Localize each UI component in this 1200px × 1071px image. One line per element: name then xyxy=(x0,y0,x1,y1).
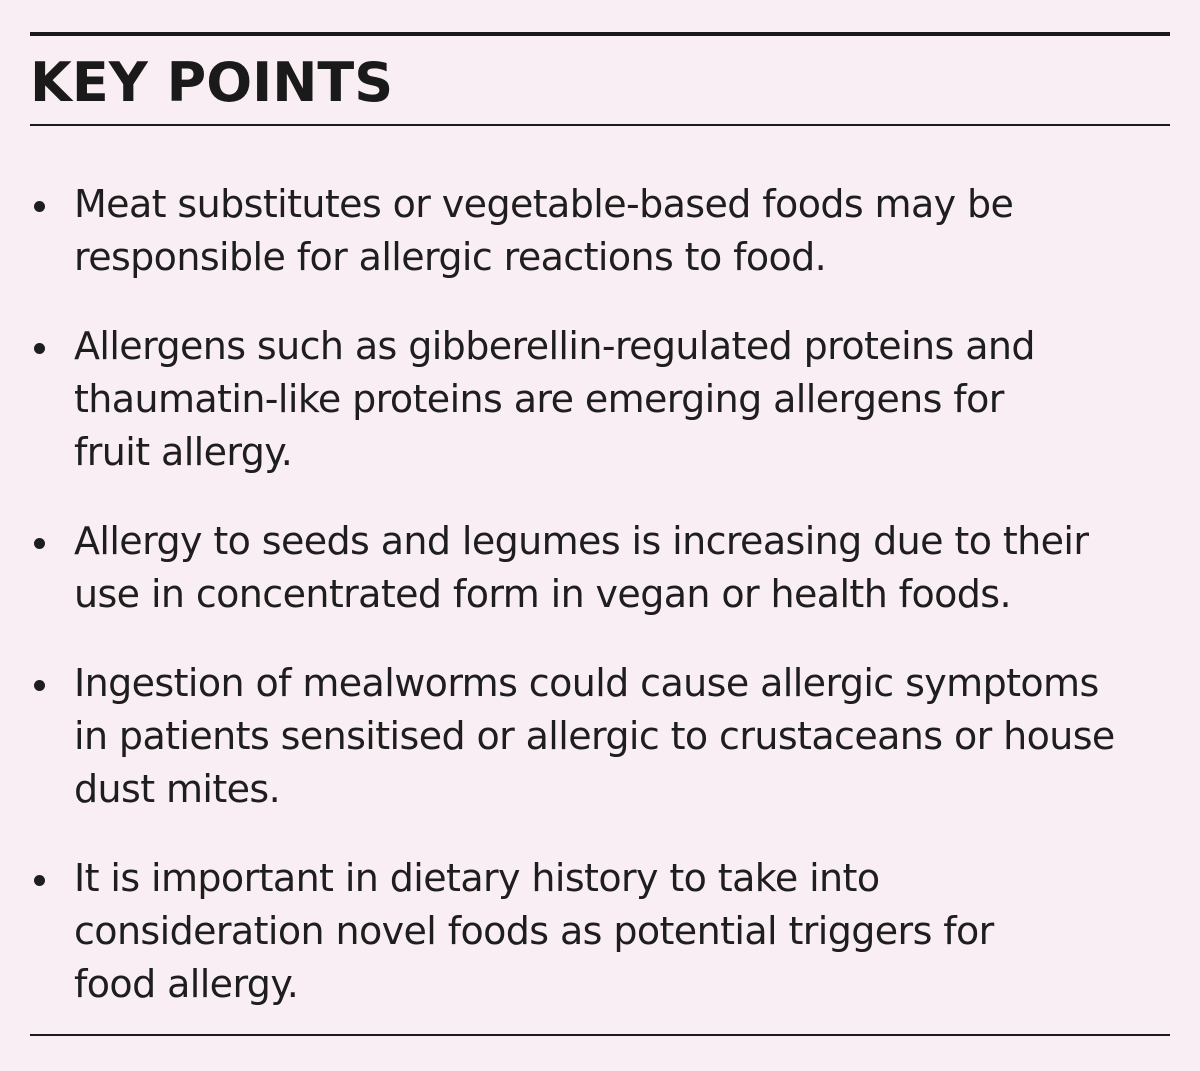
key-point-line: thaumatin-like proteins are emerging allergens for xyxy=(74,377,1004,421)
key-point-item xyxy=(30,178,1180,284)
key-point-line: dust mites. xyxy=(74,767,281,811)
key-point-line: use in concentrated form in vegan or health foods. xyxy=(74,572,1011,616)
key-point-item xyxy=(30,515,1180,621)
key-point-line: responsible for allergic reactions to food. xyxy=(74,235,827,279)
key-points-heading: KEY POINTS xyxy=(30,51,394,114)
bullet-icon xyxy=(34,538,45,549)
top-rule xyxy=(30,32,1170,36)
key-points-list xyxy=(30,178,1180,1047)
key-point-item xyxy=(30,852,1180,1011)
key-point-item xyxy=(30,657,1180,816)
bottom-rule xyxy=(30,1034,1170,1036)
bullet-icon xyxy=(34,875,45,886)
key-point-line: Allergy to seeds and legumes is increasing due to their xyxy=(74,519,1089,563)
key-point-line: food allergy. xyxy=(74,962,299,1006)
heading-rule xyxy=(30,124,1170,126)
key-point-line: Allergens such as gibberellin-regulated proteins and xyxy=(74,324,1035,368)
bullet-icon xyxy=(34,680,45,691)
key-point-line: It is important in dietary history to take into xyxy=(74,856,880,900)
key-point-line: fruit allergy. xyxy=(74,430,293,474)
bullet-icon xyxy=(34,201,45,212)
key-point-line: consideration novel foods as potential triggers for xyxy=(74,909,994,953)
bullet-icon xyxy=(34,343,45,354)
key-point-item xyxy=(30,320,1180,479)
key-point-line: in patients sensitised or allergic to crustaceans or house xyxy=(74,714,1115,758)
key-point-line: Meat substitutes or vegetable-based foods may be xyxy=(74,182,1014,226)
key-point-line: Ingestion of mealworms could cause allergic symptoms xyxy=(74,661,1099,705)
